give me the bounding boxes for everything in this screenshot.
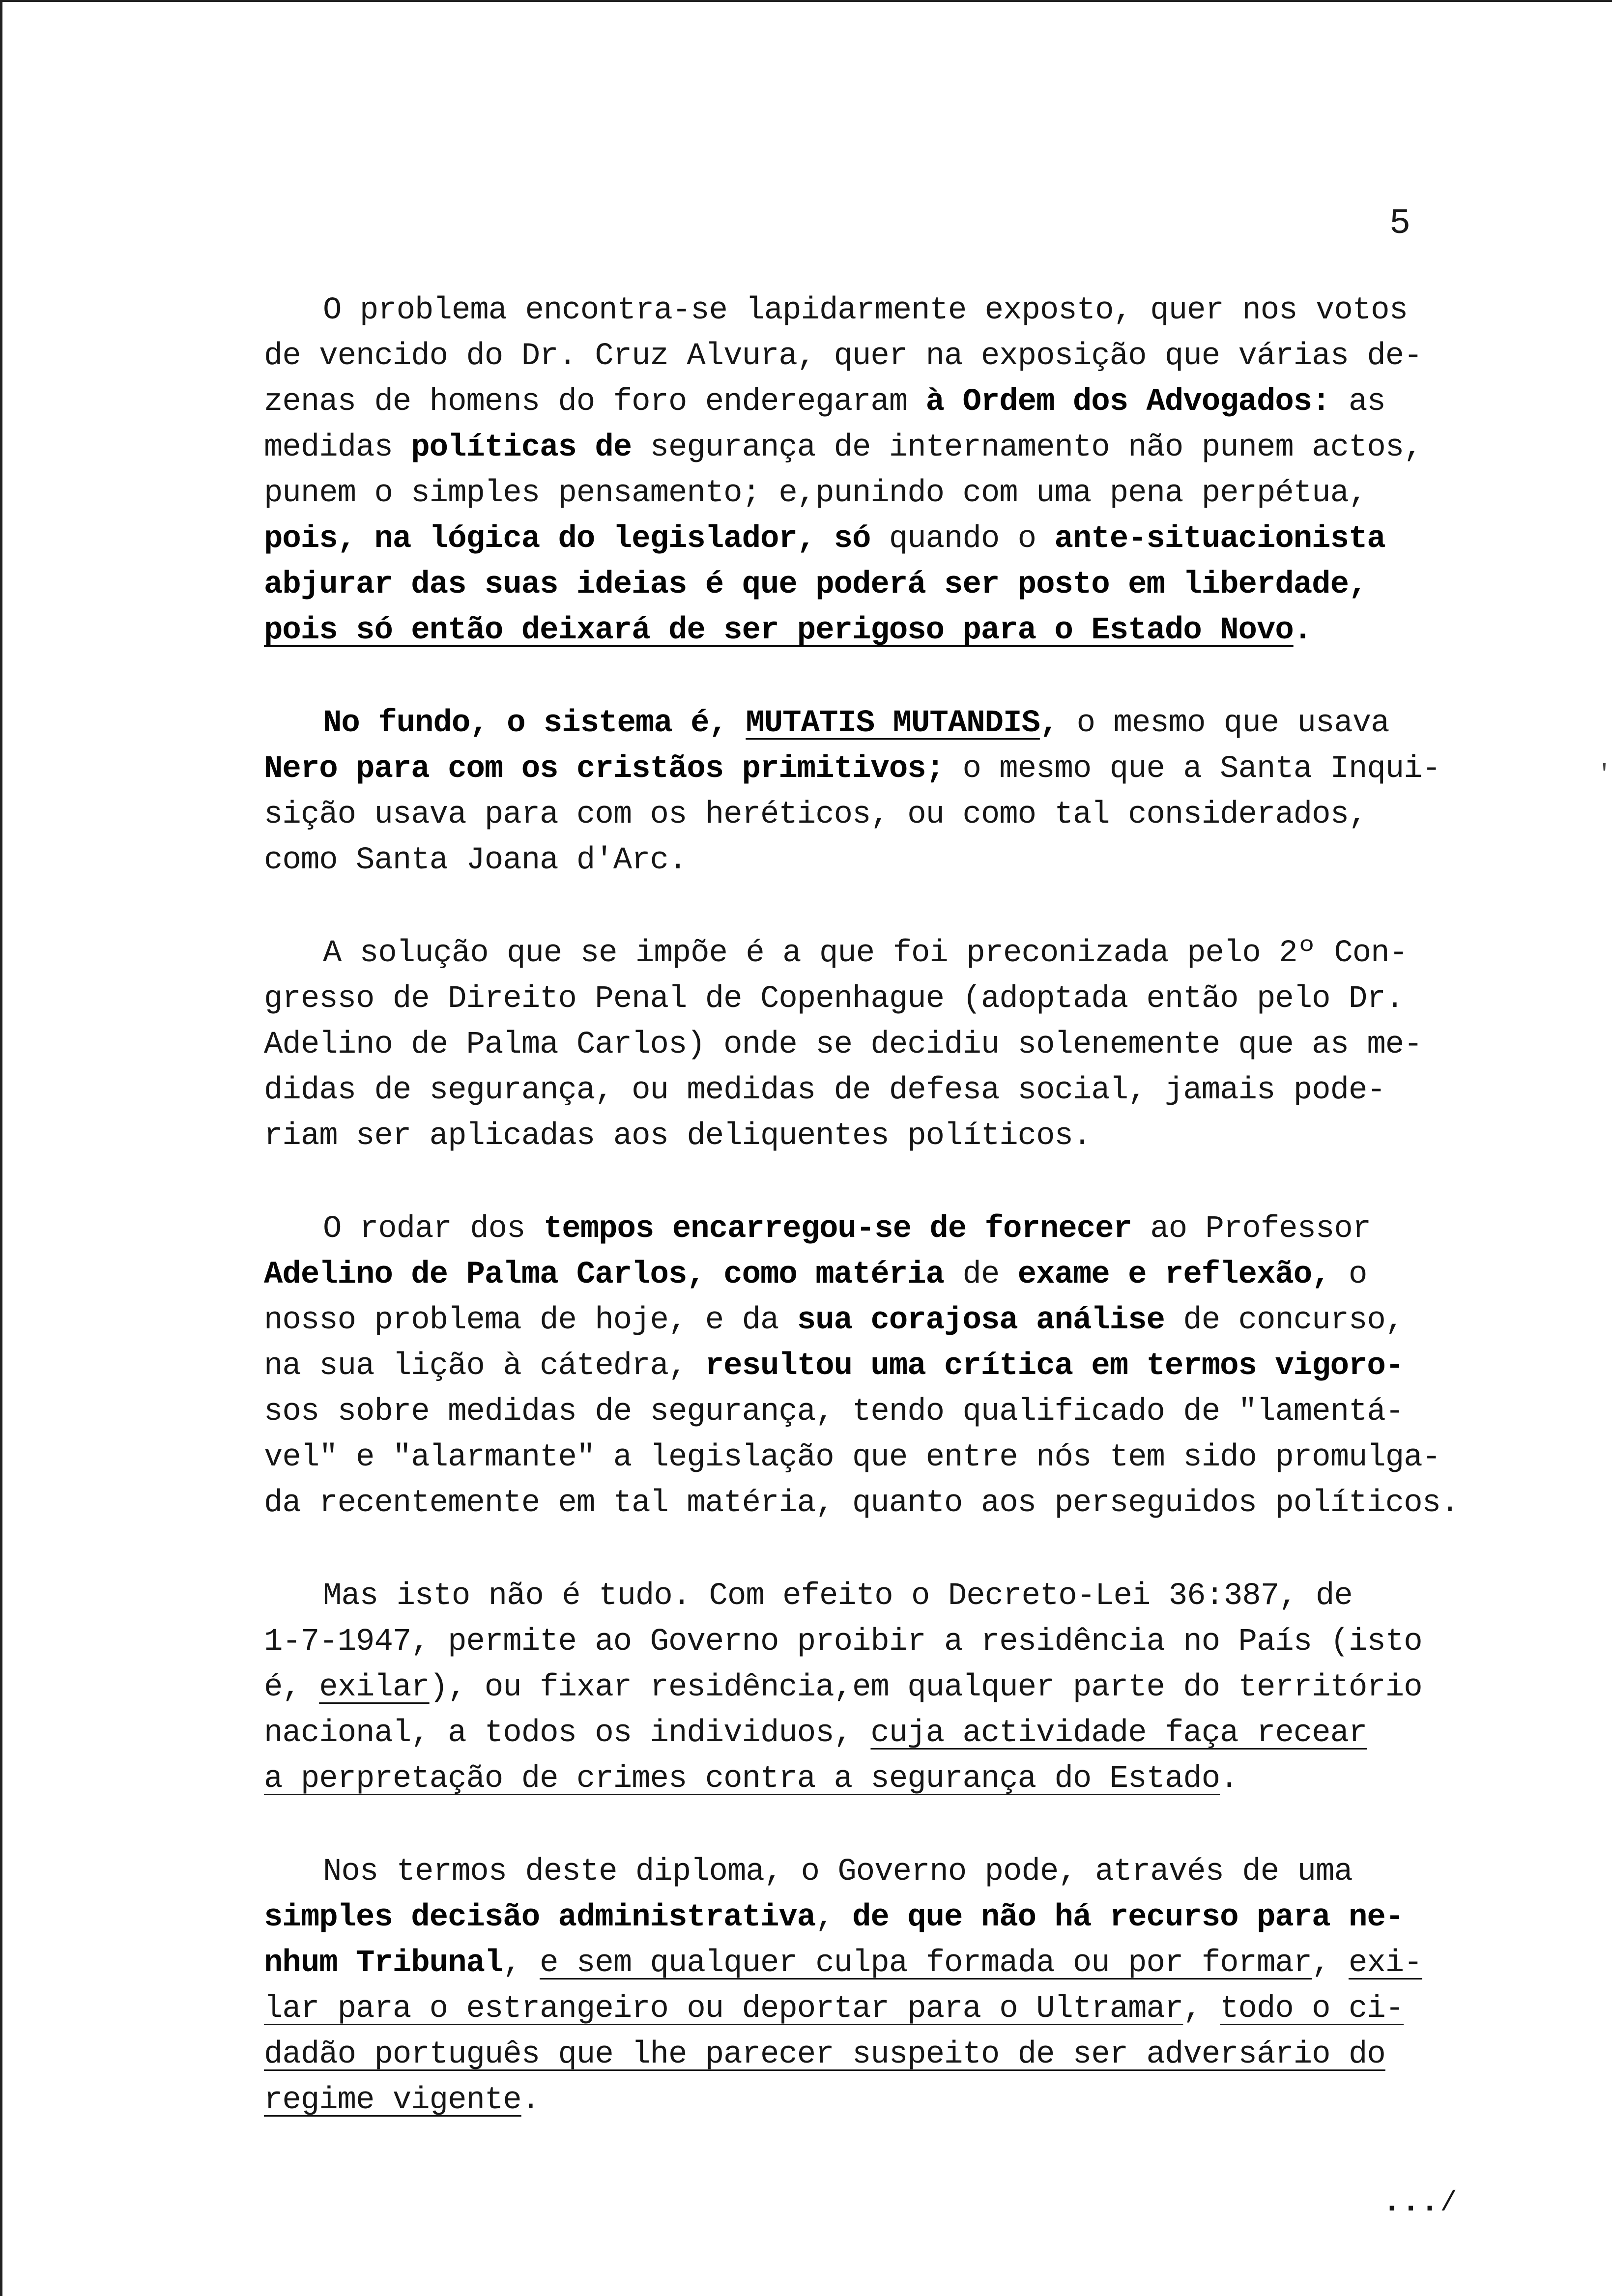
text-line (264, 1574, 1512, 1619)
underlined-text: e sem qualquer culpa formada ou por formar (540, 1946, 1312, 1981)
text-segment: Nos termos deste diploma, o Governo pode, através de uma (323, 1854, 1353, 1890)
overstruck-text: No fundo, o sistema é, (323, 706, 746, 741)
text-line (264, 1941, 1512, 1986)
text-line (264, 1068, 1512, 1114)
text-line (264, 746, 1512, 792)
text-segment: 1-7-1947, permite ao Governo proibir a residência no País (isto (264, 1624, 1422, 1660)
overstruck-text: ante-situacionista (1054, 521, 1385, 557)
text-segment: é, (264, 1670, 319, 1705)
text-segment: sos sobre medidas de segurança, tendo qualificado de "lamentá- (264, 1394, 1404, 1430)
text-segment: nacional, a todos os individuos, (264, 1716, 871, 1751)
text-segment: riam ser aplicadas aos deliquentes políticos. (264, 1119, 1092, 1154)
overstruck-text: de que não há recurso para ne- (852, 1900, 1404, 1935)
text-segment: didas de segurança, ou medidas de defesa social, jamais pode- (264, 1073, 1385, 1108)
page-number: 5 (1389, 203, 1411, 244)
text-line (264, 334, 1512, 379)
overstruck-text: resultou uma crítica em termos vigoro- (705, 1349, 1404, 1384)
text-line (264, 1665, 1512, 1711)
text-line (264, 562, 1512, 608)
text-segment: as (1330, 384, 1385, 420)
text-line (264, 701, 1512, 746)
underlined-text: cuja actividade faça recear (870, 1716, 1367, 1751)
text-line (264, 1711, 1512, 1756)
document-body (264, 288, 1512, 2171)
text-segment: punem o simples pensamento; e,punindo com uma pena perpétua, (264, 476, 1367, 511)
overstruck-text: exame e reflexão, (1017, 1257, 1330, 1292)
text-segment: Adelino de Palma Carlos) onde se decidiu solenemente que as me- (264, 1027, 1422, 1062)
margin-mark: ' (1597, 761, 1612, 788)
text-segment: segurança de internamento não punem actos, (632, 430, 1422, 465)
text-segment: gresso de Direito Penal de Copenhague (adoptada então pelo Dr. (264, 981, 1404, 1017)
text-segment: o (1330, 1257, 1367, 1292)
text-line (264, 1114, 1512, 1159)
text-line (264, 1986, 1512, 2032)
text-line (264, 425, 1512, 471)
continuation-mark: ...∕ (1382, 2185, 1458, 2220)
overstruck-text: Adelino de Palma Carlos, como matéria (264, 1257, 945, 1292)
paragraph-3 (264, 931, 1512, 1159)
text-line (264, 471, 1512, 517)
text-segment: , (503, 1946, 540, 1981)
text-line (264, 379, 1512, 425)
text-line (264, 1481, 1512, 1526)
text-segment: O problema encontra-se lapidarmente exposto, quer nos votos (323, 293, 1408, 328)
text-line (264, 1298, 1512, 1344)
text-line (264, 1252, 1512, 1298)
overstruck-text: políticas de (411, 430, 632, 465)
text-segment: nosso problema de hoje, e da (264, 1303, 797, 1338)
text-line (264, 976, 1512, 1022)
text-line (264, 1344, 1512, 1389)
text-segment: da recentemente em tal matéria, quanto aos perseguidos políticos. (264, 1486, 1459, 1521)
text-line (264, 2078, 1512, 2124)
text-segment: ), ou fixar residência,em qualquer parte do território (429, 1670, 1422, 1705)
text-line (264, 838, 1512, 884)
text-segment: de vencido do Dr. Cruz Alvura, quer na exposição que várias de- (264, 339, 1422, 374)
underlined-text: dadão português que lhe parecer suspeito de ser adversário do (264, 2037, 1385, 2072)
overstruck-text: simples decisão administrativa (264, 1900, 816, 1935)
text-line (264, 2032, 1512, 2078)
text-segment: quando o (870, 521, 1055, 557)
text-segment: . (521, 2083, 540, 2118)
text-line (264, 1389, 1512, 1435)
overstruck-text: sua corajosa análise (797, 1303, 1165, 1338)
text-line (264, 1206, 1512, 1252)
text-segment: . (1220, 1761, 1238, 1797)
underlined-text: todo o ci- (1220, 1991, 1404, 2027)
overstruck-text: nhum Tribunal (264, 1946, 503, 1981)
text-segment: de (944, 1257, 1018, 1292)
paragraph-4 (264, 1206, 1512, 1526)
overstruck-text: tempos encarregou-se de fornecer (543, 1211, 1132, 1247)
text-segment: A solução que se impõe é a que foi preconizada pelo 2º Con- (323, 936, 1408, 971)
underlined-text: regime vigente (264, 2083, 521, 2118)
text-line (264, 792, 1512, 838)
underlined-text: pois só então deixará de ser perigoso para o Estado Novo (264, 613, 1294, 648)
text-segment: na sua lição à cátedra, (264, 1349, 705, 1384)
text-line (264, 288, 1512, 334)
overstruck-text: abjurar das suas ideias é que poderá ser posto em liberdade, (264, 567, 1367, 603)
text-segment: o mesmo que a Santa Inqui- (944, 751, 1440, 787)
text-segment: o mesmo que usava (1076, 706, 1389, 741)
text-segment: medidas (264, 430, 411, 465)
text-segment: , (1183, 1991, 1220, 2027)
text-segment: , (815, 1900, 852, 1935)
overstruck-text: à Ordem dos Advogados: (925, 384, 1330, 420)
paragraph-5 (264, 1574, 1512, 1802)
underlined-text: a perpretação de crimes contra a segurança do Estado (264, 1761, 1220, 1797)
overstruck-text: , (1039, 706, 1077, 741)
text-line (264, 1435, 1512, 1481)
text-segment: de concurso, (1164, 1303, 1404, 1338)
paragraph-6 (264, 1849, 1512, 2124)
text-line (264, 931, 1512, 976)
overstruck-text: Nero para com os cristãos primitivos; (264, 751, 945, 787)
overstruck-text: pois, na lógica do legislador, só (264, 521, 871, 557)
text-line (264, 608, 1512, 654)
text-line (264, 1619, 1512, 1665)
text-segment: como Santa Joana d'Arc. (264, 843, 687, 878)
text-segment: sição usava para com os heréticos, ou como tal considerados, (264, 797, 1367, 832)
text-segment: , (1312, 1946, 1349, 1981)
text-segment: Mas isto não é tudo. Com efeito o Decreto-Lei 36:387, de (323, 1578, 1353, 1614)
overstruck-text: . (1293, 613, 1312, 648)
text-line (264, 1756, 1512, 1802)
text-segment: vel" e "alarmante" a legislação que entre nós tem sido promulga- (264, 1440, 1440, 1475)
paragraph-2 (264, 701, 1512, 884)
text-line (264, 1022, 1512, 1068)
underlined-text: lar para o estrangeiro ou deportar para o Ultramar (264, 1991, 1183, 2027)
underlined-text: exilar (319, 1670, 430, 1705)
underlined-text: MUTATIS MUTANDIS (746, 706, 1040, 741)
underlined-text: exi- (1348, 1946, 1422, 1981)
paragraph-1 (264, 288, 1512, 654)
text-line (264, 517, 1512, 562)
text-segment: zenas de homens do foro enderegaram (264, 384, 926, 420)
text-line (264, 1895, 1512, 1941)
text-segment: O rodar dos (323, 1211, 544, 1247)
text-segment: ao Professor (1131, 1211, 1371, 1247)
text-line (264, 1849, 1512, 1895)
